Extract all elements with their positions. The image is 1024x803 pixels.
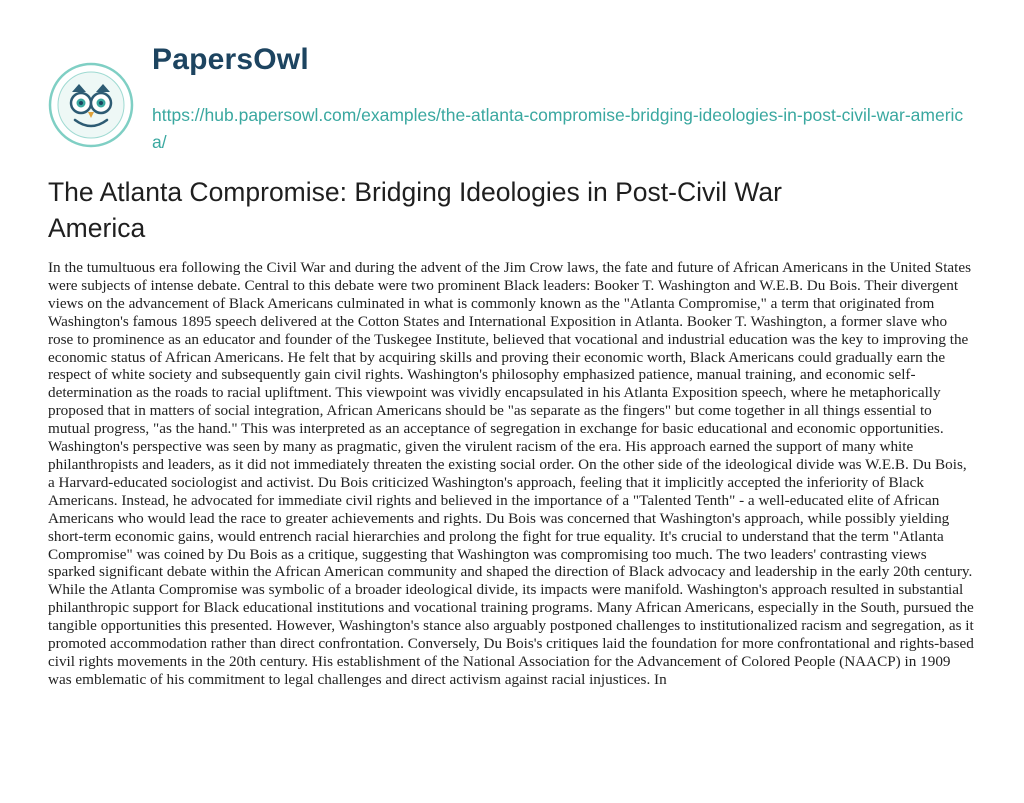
site-header	[48, 28, 978, 158]
brand-name[interactable]: PapersOwl	[152, 43, 309, 76]
article-body: In the tumultuous era following the Civil War and during the advent of the Jim Crow laws, the fate and future of African Americans in the United States were subjects of intense debate. Central to this debate were two prominent Black leaders: Booker T. Washington and W.E.B. Du Bois. Their divergent views on the advancement of Black Americans culminated in what is commonly known as the "Atlanta Compromise," a term that originated from Washington's famous 1895 speech delivered at the Cotton States and International Exposition in Atlanta. Booker T. Washington, a former slave who rose to prominence as an educator and founder of the Tuskegee Institute, believed that vocational and industrial education was the key to improving the economic status of African Americans. He felt that by acquiring skills and proving their economic worth, Black Americans could gradually earn the respect of white society and subsequently gain civil rights. Washington's philosophy emphasized patience, manual training, and economic self-determination as the roads to racial upliftment. This viewpoint was vividly encapsulated in his Atlanta Exposition speech, where he metaphorically proposed that in matters of social integration, African Americans should be "as separate as the fingers" but come together in all things essential to mutual progress, "as the hand." This was interpreted as an acceptance of segregation in exchange for basic educational and economic opportunities. Washington's perspective was seen by many as pragmatic, given the virulent racism of the era. His approach earned the support of many white philanthropists and leaders, as it did not immediately threaten the existing social order. On the other side of the ideological divide was W.E.B. Du Bois, a Harvard-educated sociologist and activist. Du Bois criticized Washington's approach, feeling that it implicitly accepted the inferiority of Black Americans. Instead, he advocated for immediate civil rights and believed in the importance of a "Talented Tenth" - a well-educated elite of African Americans who would lead the race to greater achievements and rights. Du Bois was concerned that Washington's approach, while possibly yielding short-term economic gains, would entrench racial hierarchies and prolong the fight for true equality. It's crucial to understand that the term "Atlanta Compromise" was coined by Du Bois as a critique, suggesting that Washington was compromising too much. The two leaders' contrasting views sparked significant debate within the African American community and shaped the direction of Black advocacy and leadership in the early 20th century. While the Atlanta Compromise was symbolic of a broader ideological divide, its impacts were manifold. Washington's approach resulted in substantial philanthropic support for Black educational institutions and vocational training programs. Many African Americans, especially in the South, pursued the tangible opportunities this presented. However, Washington's stance also arguably postponed challenges to institutionalized racism and segregation, as it promoted accommodation rather than direct confrontation. Conversely, Du Bois's critiques laid the foundation for more confrontational and rights-based civil rights movements in the 20th century. His establishment of the National Association for the Advancement of Colored People (NAACP) in 1909 was emblematic of his commitment to legal challenges and direct activism against racial injustices. In	[48, 259, 974, 688]
source-url-link[interactable]: https://hub.papersowl.com/examples/the-atlanta-compromise-bridging-ideologies-in-post-civil-war-america/	[152, 105, 964, 152]
owl-logo-icon	[48, 62, 134, 148]
article-title: The Atlanta Compromise: Bridging Ideologies in Post-Civil War America	[48, 177, 782, 243]
